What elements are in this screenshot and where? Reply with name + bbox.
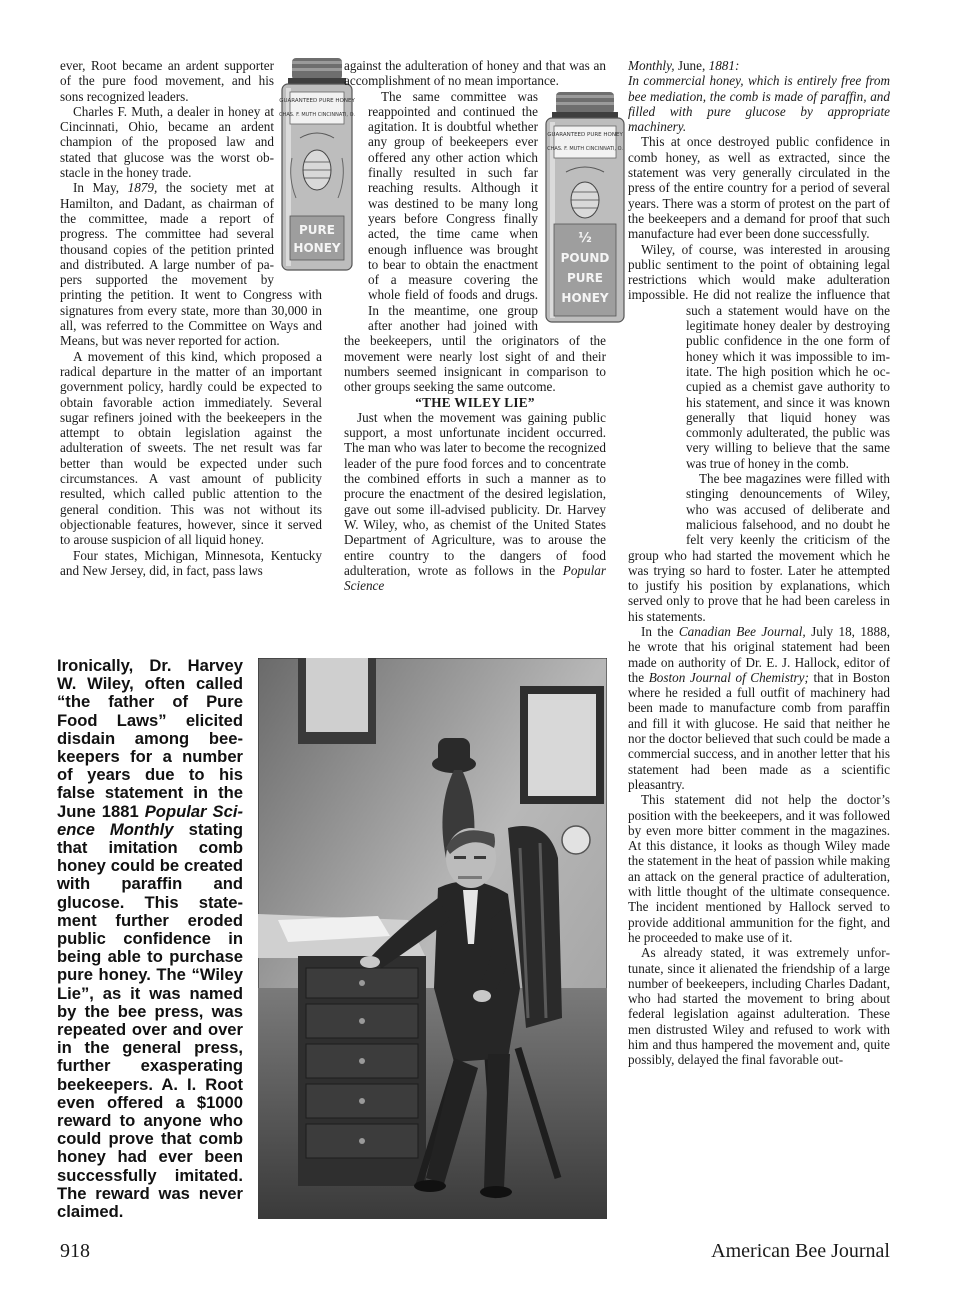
col1-paragraph-5: Four states, Michigan, Minnesota, Kentucky and New Jersey, did, in fact, pass laws — [60, 547, 322, 578]
col3-p1-mid: June, — [674, 58, 709, 73]
col3-p5-mid: July 18, 1888, he wrote that his original statement had been made on authority of Dr. E. J. Hallock, editor of the — [628, 623, 891, 685]
honey-jar-2-illustration — [542, 92, 628, 324]
jar2-line-1: ½ — [578, 231, 592, 246]
caption-italic: Popular Science Monthly — [57, 801, 243, 839]
text-column-3 — [628, 58, 890, 1068]
col3-paragraph-4: The bee magazines were filled with stinging denouncements of Wiley, who was accused of deliberate and malicious falsehood, and no doubt he felt very keenly the criticism of the group who had started the movement which he was trying so hard to foster. Later he attempted to justify his position by explanations, which served only to prove that he had been careless in his statements. — [628, 471, 890, 624]
block-quote: In commercial honey, which is entirely free from bee mediation, the comb is made of paraffin, and filled with pure glucose by appropriate machinery. — [628, 73, 890, 135]
col2-paragraph-3 — [344, 410, 606, 594]
text-column-2 — [344, 58, 623, 594]
col3-paragraph-3: Wiley, of course, was interested in arousing public sentiment to the point of obtaining legal restrictions which would make adulteration impossible. He did not realize the influence that such a statement would have on the legitimate honey dealer by destroying public confidence in the one form of honey which it was impossible to imitate. The high position which he occupied as a chemist gave authority to his statement, and since it was known generally that liquid honey was commonly adulterated, the public was very willing to believe that the same was true of honey in the comb. — [628, 241, 890, 471]
text-column-1 — [60, 58, 355, 578]
caption-post: stating that imitation comb honey could be created with paraffin and glucose. This statement further eroded public confidence in being able to purchase pure honey. The “Wiley Lie”, as it was named by the bee press, was repeated over and over in the general press, further exasperating beekeepers. A. I. Root even offered a $1000 reward to anyone who could prove that comb honey had ever been successfully imitated. The reward was never claimed. — [57, 819, 243, 1222]
wiley-photo-illustration — [258, 658, 607, 1219]
col1-paragraph-1: ever, Root became an ardent supporter of the pure food movement, and his sons recognized leaders. — [60, 58, 274, 104]
col2-paragraph-1: against the adulteration of honey and that was an accomplishment of no mean importance. — [344, 58, 606, 89]
col3-paragraph-2: This at once destroyed public confidence in comb honey, as well as extracted, since the statement was very generally circulated in the press of the entire country for a period of several years. There was a storm of protest on the part of the beekeepers and a demand for proof that such manufacture had ever been done successfully. — [628, 134, 890, 242]
col1-paragraph-4: A movement of this kind, which proposed a radical departure in the matter of an important government policy, hardly could be expected to obtain favorable action immediately. Several sugar refiners joined with the beekeepers in the attempt to obtain legislation against the adulteration of sweets. The net result was far better than would be expected under such circumstances. A vast amount of publicity resulted, which called public attention to the general condition. This was not without its objectionable features, however, since it served to arouse suspicion of all liquid honey. — [60, 348, 322, 548]
jar2-line-3: PURE — [567, 271, 603, 285]
jar1-label-top: GUARANTEED PURE HONEY — [279, 98, 355, 104]
jar2-line-4: HONEY — [561, 291, 609, 305]
section-heading: “THE WILEY LIE” — [415, 394, 535, 410]
honey-jar-2 — [542, 92, 628, 324]
col1-p3-year: 1879, — [127, 180, 158, 196]
col1-paragraph-2: Charles F. Muth, a dealer in honey at Cincinnati, Ohio, became an ardent champion of the proposed law and stated that glucose was the worst obstacle in the honey trade. — [60, 103, 274, 181]
jar2-label-maker: CHAS. F. MUTH CINCINNATI, O. — [547, 146, 623, 152]
jar2-wrap-space — [628, 308, 686, 542]
page-number: 918 — [60, 1240, 90, 1262]
col3-paragraph-5 — [628, 624, 890, 792]
jar1-line-1: PURE — [299, 223, 335, 237]
col3-p5-bjc: Boston Journal of Chemistry; — [648, 669, 809, 685]
photo-caption — [57, 657, 243, 1221]
jar1-label-maker: CHAS. F. MUTH CINCINNATI, O. — [279, 112, 355, 118]
col3-paragraph-6: This statement did not help the doctor’s position with the beekeepers, and it was followed by even more bitter comment in the magazines. At this distance, it looks as though Wiley made the statement in the heat of passion while making an attack on the general practice of adulteration, with little thought of the ultimate consequence. The incident mentioned by Hallock served to provide additional ammunition for the fight, and he proceeded to make use of it. — [628, 792, 890, 945]
jar2-line-2: POUND — [560, 251, 610, 265]
col2-p3-pre: Just when the movement was gaining public support, a most unfortunate incident occurred. The man who was later to become the recognized leader of the pure food forces and to concentrate the combined efforts in such a manner as to procure the enactment of the desired legislation, gave out some ill-advised publicity. Dr. Harvey W. Wiley, who, as chemist of the United States Department of Agriculture, was to arouse the entire country to the dangers of food adulteration, wrote as follows in the — [344, 409, 606, 578]
col1-p3-post: the society met at Hamilton, and Dadant, as chairman of the committee, made a report of progress. The committee had several thousand copies of the petition printed and distributed. A large number of papers supported the movement by printing the petition. It went to Congress with signatures from every state, more than 30,000 in all, was referred to the Committee on Ways and Means, but was never reported for action. — [60, 180, 322, 349]
wiley-photograph — [258, 658, 607, 1219]
col3-p5-cbj: Canadian Bee Journal, — [678, 623, 806, 639]
col3-p5-pre: In the — [641, 623, 679, 639]
col3-p1-year: 1881: — [708, 58, 740, 73]
col1-p3-pre: In May, — [73, 180, 128, 196]
jar2-label-top: GUARANTEED PURE HONEY — [547, 132, 623, 138]
jar1-line-2: HONEY — [293, 241, 341, 255]
col3-paragraph-1 — [628, 58, 890, 73]
col2-paragraph-2: The same committee was reappointed and continued the agitation. It is doubtful whether any group of beekeepers ever offered any other action which finally resulted in such far reaching results. Although it was destined to be many long years before Congress finally acted, the time came when enough influence was brought to bear to obtain the enactment of a measure covering the whole field of foods and drugs. In the meantime, one group after another had joined with the beekeepers, until the originators of the movement were nearly lost sight of and their numbers seemed insignicant in comparison to other groups seeking the same outcome. — [344, 88, 606, 395]
journal-name: American Bee Journal — [711, 1240, 890, 1262]
col3-p5-post: that in Boston where he resided a full outfit of machinery had been made to manufacture comb from paraffin and fill it with glucose. He said that neither he nor the doctor believed that such could be made a commercial success, and in another letter that his statement had been made as a scientific pleasantry. — [628, 669, 890, 792]
col3-p1-italic: Monthly, — [628, 58, 675, 73]
jar1-wrap-space — [344, 92, 368, 322]
caption-pre: Ironically, Dr. Harvey W. Wiley, often called “the father of Pure Food Laws” elicited disdain among beekeepers for a number of years due to his false statement in the June 1881 — [57, 656, 243, 821]
col2-p3-italic: Popular Science — [344, 562, 606, 594]
col3-paragraph-7: As already stated, it was extremely unfortunate, since it alienated the friendship of a large number of beekeepers, including Charles Dadant, who had started the movement to bring about federal legislation against adulteration. These men distrusted Wiley and refused to work with him and thus hampered the movement and, quite possibly, delayed the final favorable out- — [628, 945, 890, 1068]
